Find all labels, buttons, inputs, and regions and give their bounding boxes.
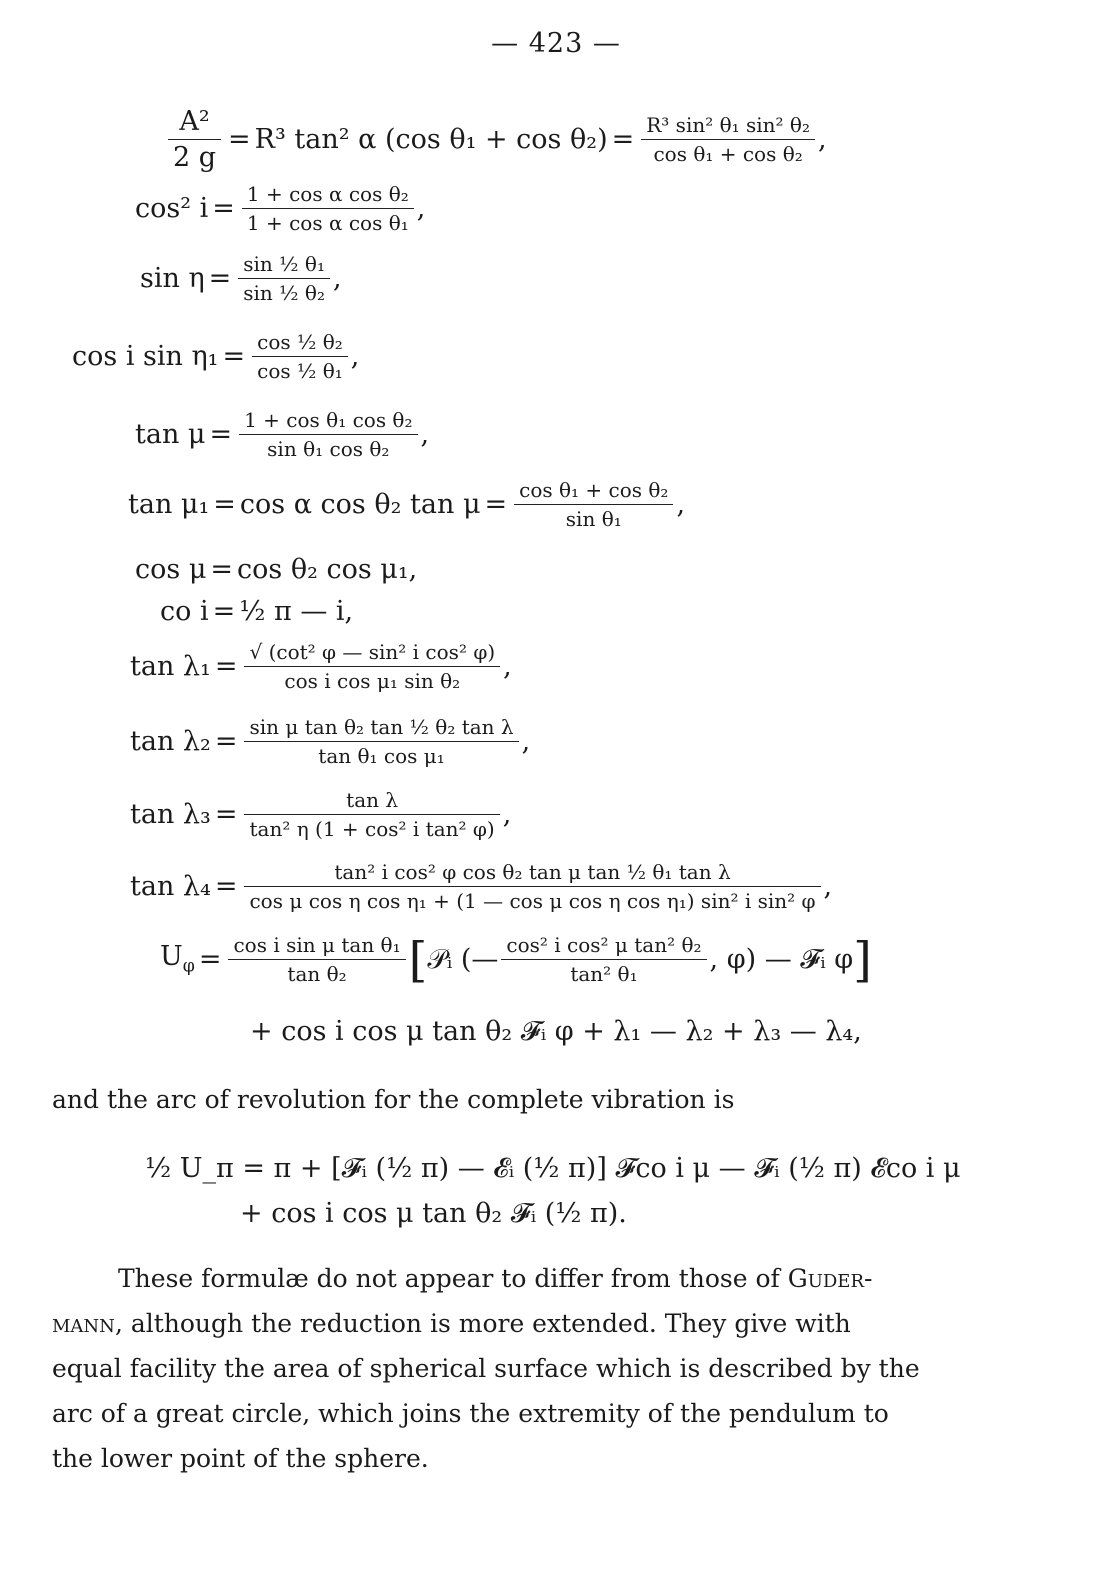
paragraph-line-4: arc of a great circle, which joins the extremity of the pendulum to xyxy=(52,1399,889,1428)
eq13-f1-num: cos i sin μ tan θ₁ xyxy=(228,935,405,960)
eq5-lhs: tan μ xyxy=(135,419,206,450)
eq6-mid: cos α cos θ₂ tan μ xyxy=(239,489,481,520)
eq13-p-close: , φ) — 𝓕ᵢ φ xyxy=(709,944,854,975)
eq7-rhs: cos θ₂ cos μ₁, xyxy=(237,554,418,585)
eq13-lhs-symbol: U xyxy=(160,941,183,973)
eq8-lhs: co i xyxy=(160,596,209,627)
page-number: — 423 — xyxy=(491,28,621,59)
eq11-den: tan² η (1 + cos² i tan² φ) xyxy=(249,817,495,841)
equation-7: cos μ = cos θ₂ cos μ₁, xyxy=(135,554,418,585)
eq1-rhs-den: cos θ₁ + cos θ₂ xyxy=(653,142,803,166)
equation-2: cos² i = $\frac{\text{1 + cos α cos θ₂}}{\text{1 + cos α cos θ₁}}$ , xyxy=(135,182,426,235)
equation-13: $U_\varphi$ = $\frac{\text{cos i sin μ tan θ₁}}{\text{tan θ₂}}$ [𝒫ᵢ (— $\frac{\text{cos² i cos² μ tan² θ₂}}{\text{tan² θ₁}}$ , φ) — 𝓕ᵢ φ] xyxy=(160,931,872,988)
eq12-den: cos μ cos η cos η₁ + (1 — cos μ cos η cos η₁) sin² i sin² φ xyxy=(249,889,816,913)
equation-13-continued: + cos i cos μ tan θ₂ 𝓕ᵢ φ + λ₁ — λ₂ + λ₃ — λ₄, xyxy=(250,1016,862,1047)
intro-text: and the arc of revolution for the complete vibration is xyxy=(52,1085,735,1114)
eq11-lhs: tan λ₃ xyxy=(130,799,211,830)
equation-3: sin η = $\frac{\text{sin ½ θ₁}}{\text{sin ½ θ₂}}$ , xyxy=(140,252,342,305)
eq10-num: sin μ tan θ₂ tan ½ θ₂ tan λ xyxy=(244,717,518,742)
paragraph-line-2-text: , although the reduction is more extended. They give with xyxy=(114,1309,851,1338)
equation-8: co i = ½ π — i, xyxy=(160,596,354,627)
eq3-fraction xyxy=(238,254,330,303)
eq7-lhs: cos μ xyxy=(135,554,207,585)
eq2-lhs: cos² i xyxy=(135,193,209,224)
eq5-num: 1 + cos θ₁ cos θ₂ xyxy=(239,410,417,435)
equation-4: cos i sin η₁ = $\frac{\text{cos ½ θ₂}}{\text{cos ½ θ₁}}$ , xyxy=(72,330,360,383)
equation-10: tan λ₂ = $\frac{\text{sin μ tan θ₂ tan ½ θ₂ tan λ}}{\text{tan θ₁ cos μ₁}}$ , xyxy=(130,715,531,768)
equation-12: tan λ₄ = $\frac{\text{tan² i cos² φ cos θ₂ tan μ tan ½ θ₁ tan λ}}{\text{cos μ cos η cos η₁ + (1 — cos μ cos η cos η₁) sin² i sin² φ}}$ , xyxy=(130,860,833,913)
eq13-fraction-2 xyxy=(501,935,706,984)
paragraph-line-1 xyxy=(52,1256,1002,1301)
author-name-gudermann-2: mann xyxy=(52,1309,115,1338)
eq12-lhs: tan λ₄ xyxy=(130,871,211,902)
eq13-p-open: 𝒫ᵢ (— xyxy=(427,944,499,975)
eq10-den: tan θ₁ cos μ₁ xyxy=(318,744,445,768)
eq6-den: sin θ₁ xyxy=(565,507,622,531)
eq13-f2-den: tan² θ₁ xyxy=(570,962,638,986)
eq5-fraction xyxy=(239,410,417,459)
eq6-lhs: tan μ₁ xyxy=(128,489,210,520)
eq1-mid: R³ tan² α (cos θ₁ + cos θ₂) xyxy=(254,124,608,155)
eq9-num: √ (cot² φ — sin² i cos² φ) xyxy=(244,642,500,667)
equation-6: tan μ₁ = cos α cos θ₂ tan μ = $\frac{\text{cos θ₁ + cos θ₂}}{\text{sin θ₁}}$ , xyxy=(128,478,686,531)
eq13-lhs xyxy=(160,943,195,976)
eq4-fraction xyxy=(252,332,348,381)
equation-1: $\frac{\text{A²}}{2 g}$ = R³ tan² α (cos θ₁ + cos θ₂) = $\frac{\text{R³ sin² θ₁ sin² θ₂}}{\text{cos θ₁ + cos θ₂}}$ , xyxy=(165,108,827,171)
paragraph-line-5: the lower point of the sphere. xyxy=(52,1444,429,1473)
eq10-fraction xyxy=(244,717,518,766)
eq9-fraction xyxy=(244,642,500,691)
eq2-num: 1 + cos α cos θ₂ xyxy=(242,184,414,209)
eq1-lhs-fraction xyxy=(168,108,221,171)
eq1-lhs-den: 2 g xyxy=(173,142,217,173)
eq13-lhs-sub: φ xyxy=(182,956,195,977)
paragraph-line-3: equal facility the area of spherical surface which is described by the xyxy=(52,1354,920,1383)
eq8-rhs: ½ π — i, xyxy=(239,596,354,627)
eq1-rhs-num: R³ sin² θ₁ sin² θ₂ xyxy=(641,115,815,140)
eq3-lhs: sin η xyxy=(140,263,205,294)
eq1-lhs-num: A² xyxy=(168,108,221,140)
paragraph-line-2 xyxy=(52,1301,1002,1346)
eq6-num: cos θ₁ + cos θ₂ xyxy=(514,480,673,505)
eq3-num: sin ½ θ₁ xyxy=(238,254,330,279)
eq5-den: sin θ₁ cos θ₂ xyxy=(267,437,390,461)
eq12-num: tan² i cos² φ cos θ₂ tan μ tan ½ θ₁ tan λ xyxy=(244,862,820,887)
equation-11: tan λ₃ = $\frac{\text{tan λ}}{\text{tan² η (1 + cos² i tan² φ)}}$ , xyxy=(130,788,512,841)
eq12-fraction xyxy=(244,862,820,911)
paragraph-line-1-text: These formulæ do not appear to differ from those of xyxy=(118,1264,788,1293)
eq13-f2-num: cos² i cos² μ tan² θ₂ xyxy=(501,935,706,960)
eq9-lhs: tan λ₁ xyxy=(130,651,211,682)
eq4-lhs: cos i sin η₁ xyxy=(72,341,219,372)
eq11-fraction xyxy=(244,790,499,839)
closing-paragraph xyxy=(52,1256,1002,1481)
eq3-den: sin ½ θ₂ xyxy=(243,281,325,305)
eq2-fraction xyxy=(242,184,414,233)
equation-5: tan μ = $\frac{\text{1 + cos θ₁ cos θ₂}}{\text{sin θ₁ cos θ₂}}$ , xyxy=(135,408,430,461)
eq10-lhs: tan λ₂ xyxy=(130,726,211,757)
eq13-fraction-1 xyxy=(228,935,405,984)
equation-14-continued: + cos i cos μ tan θ₂ 𝓕ᵢ (½ π). xyxy=(240,1198,627,1229)
eq11-num: tan λ xyxy=(244,790,499,815)
author-name-gudermann-1: Guder- xyxy=(787,1264,873,1293)
eq4-den: cos ½ θ₁ xyxy=(257,359,343,383)
eq9-den: cos i cos μ₁ sin θ₂ xyxy=(284,669,461,693)
equation-14: ½ U_π = π + [𝓕ᵢ (½ π) — 𝓔ᵢ (½ π)] 𝓕co i μ — 𝓕ᵢ (½ π) 𝓔co i μ xyxy=(145,1153,961,1184)
eq13-f1-den: tan θ₂ xyxy=(287,962,347,986)
eq6-fraction xyxy=(514,480,673,529)
eq4-num: cos ½ θ₂ xyxy=(252,332,348,357)
eq2-den: 1 + cos α cos θ₁ xyxy=(246,211,409,235)
equation-9: tan λ₁ = $\frac{\text{√ (cot² φ — sin² i cos² φ)}}{\text{cos i cos μ₁ sin θ₂}}$ , xyxy=(130,640,512,693)
eq1-rhs-fraction xyxy=(641,115,815,164)
